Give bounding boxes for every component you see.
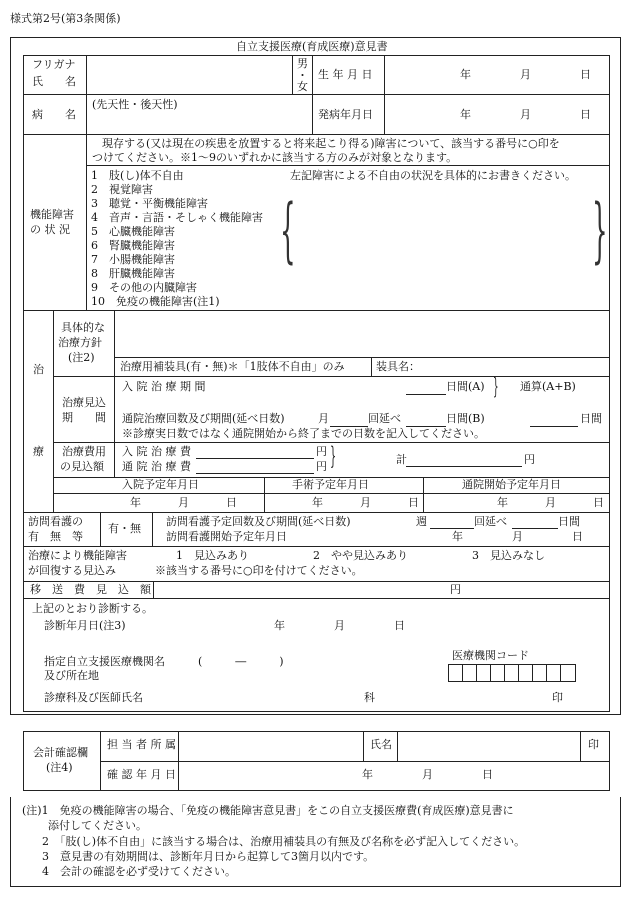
inpatient-cost-yen: 円 — [316, 445, 327, 458]
cost-total-line[interactable] — [406, 466, 522, 467]
policy-label-line1: 具体的な — [61, 321, 105, 334]
recovery-note: ※該当する番号に○印を付けてください。 — [155, 564, 363, 577]
impairment-item[interactable]: 1 肢(し)体不自由 — [91, 169, 184, 182]
impairment-detail-field[interactable] — [295, 186, 590, 286]
policy-label-line3: (注2) — [68, 351, 95, 364]
recovery-option[interactable]: 3 見込みなし — [472, 549, 545, 562]
cost-total-yen: 円 — [524, 453, 535, 466]
form-title: 自立支援医療(育成医療)意見書 — [236, 40, 388, 53]
accounting-name-field[interactable] — [398, 732, 579, 760]
accounting-seal: 印 — [588, 738, 599, 751]
diagnosis-statement: 上記のとおり診断する。 — [32, 602, 153, 615]
transport-yen: 円 — [450, 583, 461, 596]
diagnosis-date-label: 診断年月日(注3) — [44, 619, 126, 632]
name-label: 氏 名 — [32, 75, 76, 88]
nursing-yes-no[interactable]: 有・無 — [108, 522, 141, 535]
outpatient-start-month: 月 — [545, 496, 556, 509]
outpatient-cost-line[interactable] — [196, 473, 314, 474]
transport-label: 移 送 費 見 込 額 — [30, 583, 151, 596]
inpatient-cost-label: 入 院 治 療 費 — [122, 445, 191, 458]
impairment-item[interactable]: 9 その他の内臓障害 — [91, 281, 197, 294]
nursing-week: 週 — [416, 515, 427, 528]
impairment-detail-note: 左記障害による不自由の状況を具体的にお書きください。 — [290, 169, 576, 182]
recovery-label-line2: が回復する見込み — [28, 564, 116, 577]
cost-label-line1: 治療費用 — [62, 445, 106, 458]
nursing-visits-label: 訪問看護予定回数及び期間(延べ日数) — [166, 515, 351, 528]
admission-day: 日 — [226, 496, 237, 509]
cost-label-line2: の見込額 — [60, 460, 104, 473]
institution-code-label: 医療機関コード — [452, 649, 529, 662]
inpatient-cost-line[interactable] — [196, 458, 314, 459]
inpatient-period-label: 入 院 治 療 期 間 — [122, 380, 206, 393]
outpatient-start-label: 通院開始予定年月日 — [462, 478, 561, 491]
surgery-date-label: 手術予定年月日 — [292, 478, 369, 491]
note-line: 2 「肢(し)体不自由」に該当する場合は、治療用補装具の有無及び名称を必ず記入してください。 — [42, 835, 526, 848]
total-days-line[interactable] — [530, 426, 578, 427]
accounting-name-label: 氏名 — [370, 738, 392, 751]
sex-dot: ・ — [297, 69, 308, 82]
impairment-item[interactable]: 2 視覚障害 — [91, 183, 153, 196]
outlook-label-line1: 治療見込 — [62, 396, 106, 409]
outpatient-times-label: 回延べ — [368, 412, 401, 425]
nursing-days-label: 日間 — [558, 515, 580, 528]
dob-label: 生 年 月 日 — [318, 68, 373, 81]
note-line: 添付してください。 — [48, 819, 147, 832]
dob-year: 年 — [460, 68, 471, 81]
surgery-day: 日 — [408, 496, 419, 509]
onset-year: 年 — [460, 108, 471, 121]
note-line: 3 意見書の有効期間は、診断年月日から起算して3箇月以内です。 — [42, 850, 375, 863]
outpatient-start-day: 日 — [593, 496, 604, 509]
nursing-start-day: 日 — [572, 530, 583, 543]
treatment-policy-field[interactable] — [115, 311, 609, 356]
outpatient-period-label: 通院治療回数及び期間(延べ日数) — [122, 412, 285, 425]
accounting-date-label: 確 認 年 月 日 — [107, 768, 176, 781]
institution-label-line1: 指定自立支援医療機関名 — [44, 655, 165, 668]
admission-month: 月 — [178, 496, 189, 509]
institution-phone[interactable]: ( ― ) — [198, 655, 284, 668]
recovery-label-line1: 治療により機能障害 — [28, 549, 127, 562]
cost-brace: } — [330, 442, 337, 470]
left-brace: { — [280, 189, 296, 271]
disease-label: 病 名 — [32, 108, 76, 121]
impairment-intro-line1: 現存する(又は現在の疾患を放置すると将来起こり得る)障害について、該当する番号に○印を — [102, 137, 560, 150]
nursing-days-line[interactable] — [512, 528, 558, 529]
impairment-item[interactable]: 8 肝臓機能障害 — [91, 267, 175, 280]
outpatient-start-year: 年 — [497, 496, 508, 509]
nursing-label-line1: 訪問看護の — [28, 515, 83, 528]
department-label: 診療科及び医師氏名 — [44, 691, 143, 704]
recovery-option[interactable]: 1 見込みあり — [176, 549, 249, 562]
disease-congenital-note[interactable]: (先天性・後天性) — [92, 98, 178, 111]
diagnosis-month: 月 — [334, 619, 345, 632]
accounting-day: 日 — [482, 768, 493, 781]
onset-label: 発病年月日 — [318, 108, 373, 121]
accounting-year: 年 — [362, 768, 373, 781]
accounting-person-field[interactable] — [179, 732, 362, 760]
policy-label-line2: 治療方針 — [58, 336, 102, 349]
onset-day: 日 — [580, 108, 591, 121]
transport-amount-field[interactable] — [154, 582, 444, 597]
aid-name-label: 装具名： — [376, 360, 420, 373]
surgery-month: 月 — [360, 496, 371, 509]
cost-total-label: 計 — [396, 453, 407, 466]
surgery-year: 年 — [312, 496, 323, 509]
dob-day: 日 — [580, 68, 591, 81]
admission-date-label: 入院予定年月日 — [122, 478, 199, 491]
treatment-side-char1: 治 — [33, 363, 44, 376]
onset-month: 月 — [520, 108, 531, 121]
impairment-intro-line2: つけてください。※1～9のいずれかに該当する方のみが対象となります。 — [92, 151, 458, 164]
impairment-item[interactable]: 10 免疫の機能障害(注1) — [91, 295, 220, 308]
impairment-item[interactable]: 7 小腸機能障害 — [91, 253, 175, 266]
outpatient-cost-label: 通 院 治 療 費 — [122, 460, 191, 473]
impairment-item[interactable]: 6 腎臓機能障害 — [91, 239, 175, 252]
sex-female[interactable]: 女 — [297, 80, 308, 93]
impairment-item[interactable]: 3 聴覚・平衡機能障害 — [91, 197, 208, 210]
accounting-label-line2: (注4) — [46, 761, 73, 774]
total-days-label: 日間 — [580, 412, 602, 425]
impairment-label-line1: 機能障害 — [30, 208, 74, 221]
nursing-start-label: 訪問看護開始予定年月日 — [166, 530, 287, 543]
furigana-label: フリガナ — [32, 58, 76, 71]
recovery-option[interactable]: 2 やや見込みあり — [313, 549, 408, 562]
dob-month: 月 — [520, 68, 531, 81]
inpatient-days-line[interactable] — [406, 394, 446, 395]
total-label: 通算(A+B) — [520, 380, 576, 393]
treatment-side-char2: 療 — [33, 445, 44, 458]
doctor-seal: 印 — [552, 691, 563, 704]
right-brace: } — [592, 189, 608, 271]
accounting-month: 月 — [422, 768, 433, 781]
aid-text[interactable]: 治療用補装具(有・無)＊「1肢体不自由」のみ — [120, 360, 345, 373]
outlook-label-line2: 期 間 — [62, 411, 106, 424]
nursing-start-year: 年 — [452, 530, 463, 543]
note-line: (注)1 免疫の機能障害の場合、「免疫の機能障害意見書」をこの自立支援医療費(育成医療)意見書に — [22, 804, 514, 817]
diagnosis-day: 日 — [394, 619, 405, 632]
note-line: 4 会計の確認を必ず受けてください。 — [42, 865, 236, 878]
outpatient-month-unit: 月 — [318, 412, 329, 425]
nursing-times-label: 回延べ — [474, 515, 507, 528]
institution-label-line2: 及び所在地 — [44, 669, 99, 682]
outpatient-cost-yen: 円 — [316, 460, 327, 473]
admission-year: 年 — [130, 496, 141, 509]
accounting-person-label: 担 当 者 所 属 — [107, 738, 176, 751]
accounting-label-line1: 会計確認欄 — [33, 746, 88, 759]
impairment-item[interactable]: 5 心臓機能障害 — [91, 225, 175, 238]
diagnosis-year: 年 — [274, 619, 285, 632]
nursing-label-line2: 有 無 等 — [28, 530, 83, 543]
department-unit: 科 — [364, 691, 375, 704]
total-brace: } — [493, 375, 499, 400]
days-a-label: 日間(A) — [446, 380, 485, 393]
nursing-week-line[interactable] — [430, 528, 474, 529]
notes-frame — [10, 797, 621, 887]
name-field[interactable] — [87, 56, 291, 93]
impairment-item[interactable]: 4 音声・言語・そしゃく機能障害 — [91, 211, 263, 224]
impairment-label-line2: の 状 況 — [30, 223, 70, 236]
institution-code-boxes[interactable] — [448, 664, 576, 682]
sex-male[interactable]: 男 — [297, 57, 308, 70]
form-number: 様式第2号(第3条関係) — [10, 12, 121, 25]
outpatient-note: ※診療実日数ではなく通院開始から終了までの日数を記入してください。 — [122, 427, 485, 440]
days-b-label: 日間(B) — [446, 412, 485, 425]
nursing-start-month: 月 — [512, 530, 523, 543]
